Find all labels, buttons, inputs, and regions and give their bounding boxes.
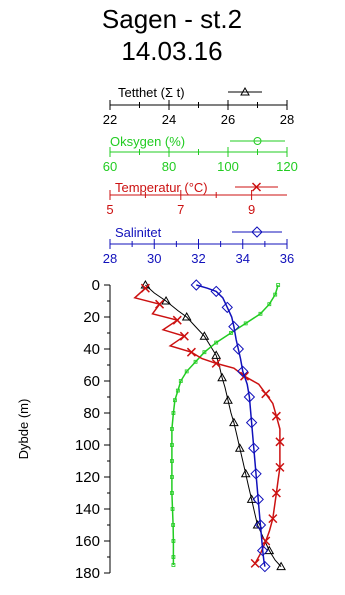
chart-subtitle: 14.03.16	[121, 36, 223, 66]
salinitet-tick-label: 32	[191, 251, 206, 266]
y-tick-label: 40	[83, 341, 100, 358]
temperatur-data-point	[262, 390, 270, 398]
tetthet-tick-label: 22	[102, 112, 118, 127]
y-axis-label: Dybde (m)	[16, 398, 31, 460]
salinitet-data-point	[191, 280, 201, 290]
oksygen-series-line	[172, 285, 278, 565]
salinitet-tick-label: 28	[102, 251, 118, 266]
y-tick-label: 160	[74, 533, 100, 550]
tetthet-tick-label: 26	[220, 112, 236, 127]
oksygen-tick-label: 80	[161, 159, 177, 174]
y-tick-label: 0	[91, 277, 100, 294]
y-tick-label: 60	[83, 373, 100, 390]
y-tick-label: 140	[74, 501, 100, 518]
temperatur-data-point	[251, 559, 259, 567]
temperatur-tick-label: 7	[177, 202, 185, 217]
chart-title: Sagen - st.2	[101, 4, 243, 34]
temperatur-tick-label: 9	[247, 202, 256, 217]
temperatur-axis-label: Temperatur (°C)	[115, 180, 208, 195]
y-tick-label: 180	[74, 565, 100, 582]
oksygen-tick-label: 100	[217, 159, 239, 174]
y-tick-label: 20	[83, 309, 100, 326]
y-tick-label: 100	[74, 437, 100, 454]
salinitet-tick-label: 30	[147, 251, 162, 266]
salinitet-tick-label: 36	[279, 251, 295, 266]
salinitet-axis-label: Salinitet	[115, 225, 162, 240]
tetthet-tick-label: 24	[161, 112, 177, 127]
temperatur-tick-label: 5	[106, 202, 114, 217]
salinitet-tick-label: 34	[235, 251, 250, 266]
oksygen-tick-label: 120	[276, 159, 298, 174]
temperatur-data-point	[180, 332, 188, 340]
y-tick-label: 120	[74, 469, 100, 486]
temperatur-data-point	[187, 348, 195, 356]
y-tick-label: 80	[83, 405, 100, 422]
oksygen-axis-label: Oksygen (%)	[110, 134, 186, 149]
tetthet-axis-label: Tetthet (Σ t)	[118, 85, 185, 100]
tetthet-tick-label: 28	[279, 112, 295, 127]
oksygen-tick-label: 60	[102, 159, 118, 174]
